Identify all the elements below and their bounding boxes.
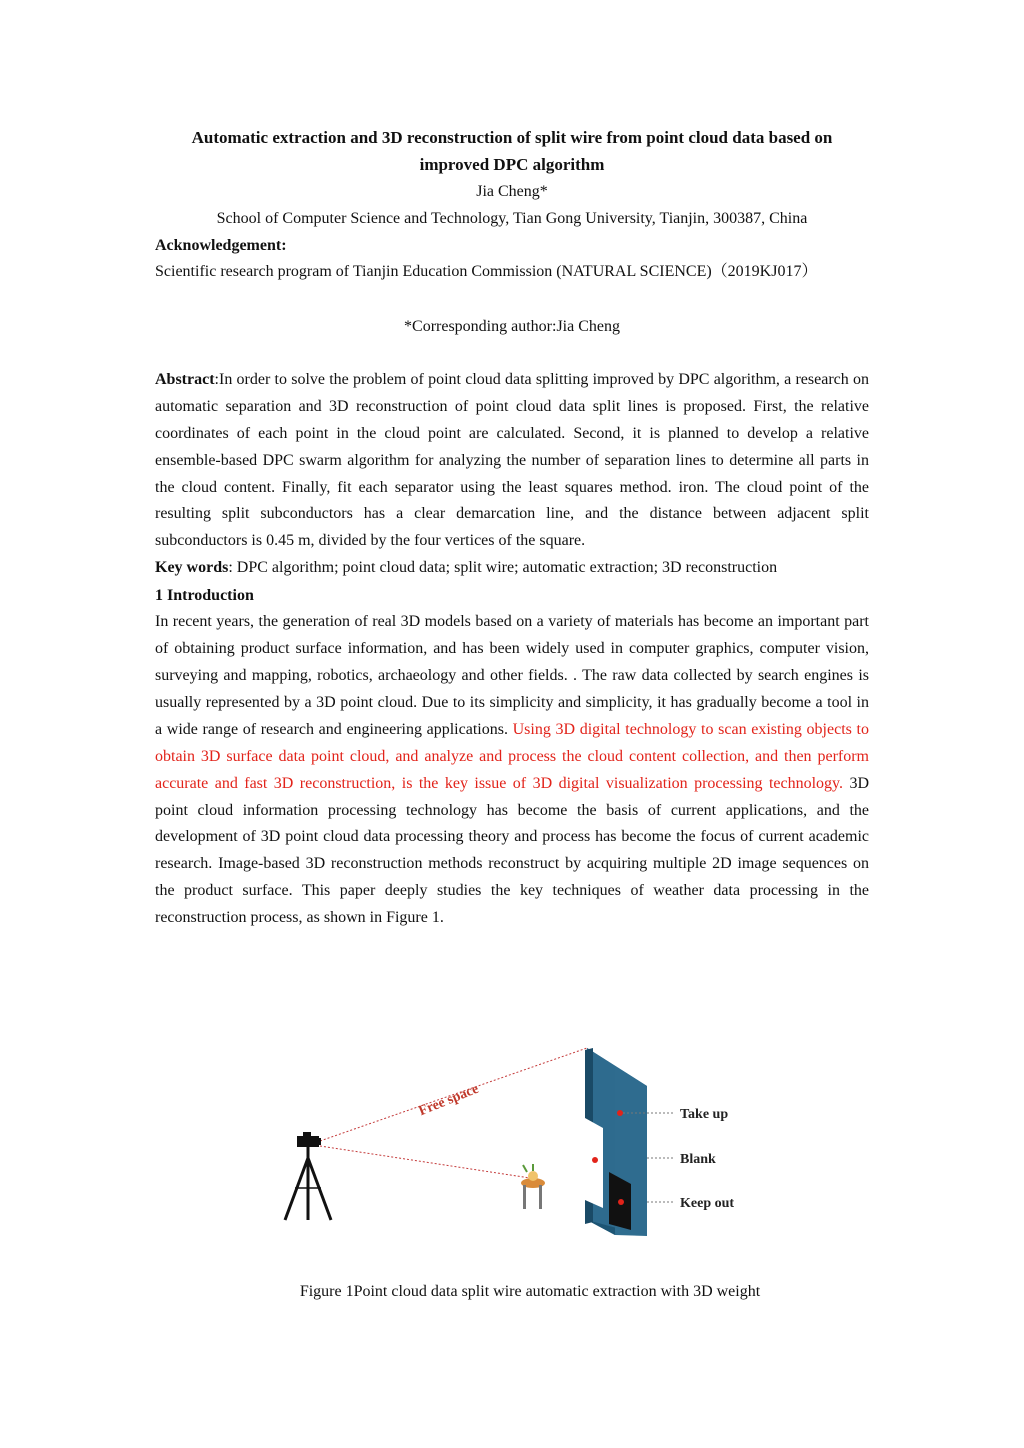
affiliation: School of Computer Science and Technology, Tian Gong University, Tianjin, 300387, China: [216, 210, 808, 227]
paper-page: [155, 124, 869, 932]
acknowledgement-heading: Acknowledgement:: [155, 237, 287, 254]
label-take-up: Take up: [680, 1107, 729, 1122]
free-space-label: Free space: [416, 1081, 481, 1120]
keywords: [155, 555, 869, 582]
abstract-text: :In order to solve the problem of point cloud data splitting improved by DPC algorithm, a research on automatic separation and 3D reconstruction of point cloud data split lines is proposed. First, the relative coordinates of each point in the cloud point are calculated. Second, it is planned to develop a relative ensemble-based DPC swarm algorithm for analyzing the number of separation lines to determine all parts in the cloud content. Finally, fit each separator using the least squares method. iron. The cloud point of the resulting split subconductors has a clear demarcation line, and the distance between adjacent split subconductors is 0.45 m, divided by the four vertices of the square.: [155, 370, 869, 550]
keywords-text: : DPC algorithm; point cloud data; split wire; automatic extraction; 3D reconstruction: [228, 559, 778, 577]
take-up-point: [617, 1110, 623, 1116]
scanner-tripod-icon: [285, 1132, 331, 1220]
keep-out-point: [618, 1199, 624, 1205]
author-name: Jia Cheng*: [476, 183, 548, 200]
abstract: [155, 367, 869, 555]
intro-text-2: 3D point cloud information processing technology has become the basis of current applications, and the development of 3D point cloud data processing theory and process has become the focus of current academic research. Image-based 3D reconstruction methods reconstruct by acquiring multiple 2D image sequences on the product surface. This paper deeply studies the key techniques of weather data processing in the reconstruction process, as shown in Figure 1.: [155, 774, 870, 927]
blank-point: [592, 1157, 598, 1163]
ray-lower: [320, 1146, 530, 1178]
acknowledgement-text: Scientific research program of Tianjin Education Commission (NATURAL SCIENCE)（2019KJ017）: [155, 263, 818, 280]
paper-title: Automatic extraction and 3D reconstruction of split wire from point cloud data based on improved DPC algorithm: [191, 128, 833, 174]
section-heading-introduction: 1 Introduction: [155, 587, 254, 605]
intro-highlight: Using 3D digital technology to scan existing objects to obtain 3D surface data point cloud, and analyze and process the cloud content collection, and then perform accurate and fast 3D reconstruction, is the key issue of 3D digital visualization processing technology.: [155, 720, 869, 792]
label-blank: Blank: [680, 1152, 716, 1167]
keywords-label: Key words: [155, 559, 229, 577]
desk-object-icon: [521, 1164, 545, 1209]
figure-1-illustration: [275, 1040, 765, 1245]
intro-text-1: In recent years, the generation of real 3D models based on a variety of materials has become an important part of obtaining product surface information, and has been widely used in computer graphics, computer vision, surveying and mapping, robotics, archaeology and other fields. . The raw data collected by search engines is usually represented by a 3D point cloud. Due to its simplicity and simplicity, it has gradually become a tool in a wide range of research and engineering applications.: [155, 613, 869, 738]
introduction-paragraph: [155, 609, 869, 932]
figure-caption: Figure 1Point cloud data split wire automatic extraction with 3D weight: [299, 1283, 761, 1300]
abstract-label: Abstract: [155, 370, 215, 388]
label-keep-out: Keep out: [680, 1196, 735, 1211]
wall-panel: [585, 1048, 647, 1236]
corresponding-author: *Corresponding author:Jia Cheng: [404, 317, 620, 335]
